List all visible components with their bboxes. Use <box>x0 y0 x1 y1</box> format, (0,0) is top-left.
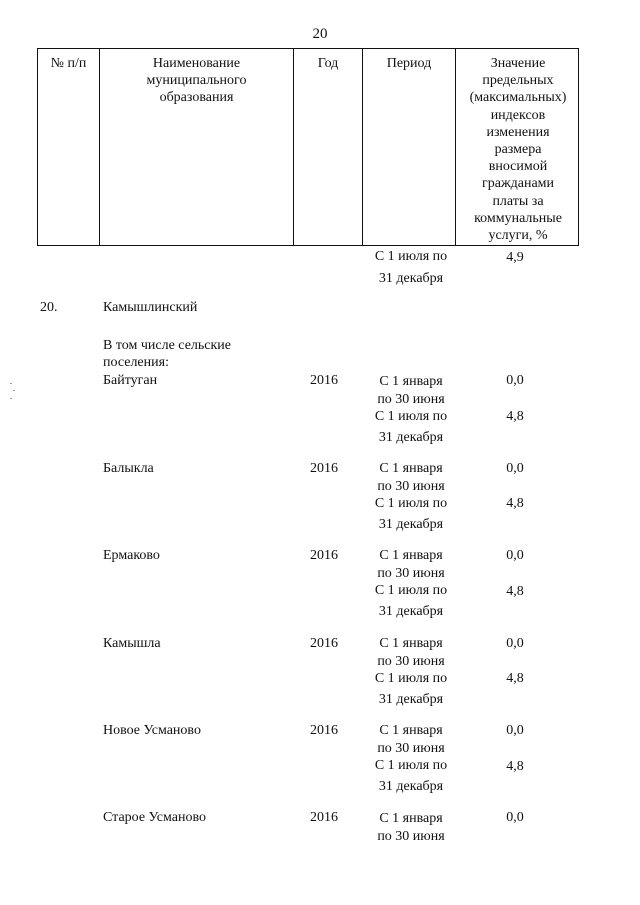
period-line: по 30 июня <box>377 478 445 494</box>
period-line: по 30 июня <box>377 391 445 407</box>
header-year: Год <box>317 56 339 71</box>
period-line: С 1 января <box>379 548 443 563</box>
period-line: 31 декабря <box>378 516 444 532</box>
period-line: С 1 января <box>379 811 443 826</box>
value-cell: 4,8 <box>506 671 524 686</box>
period-line: по 30 июня <box>377 740 445 756</box>
period-line: 31 декабря <box>378 778 444 794</box>
period-line: по 30 июня <box>377 653 445 669</box>
period-cell <box>356 460 466 533</box>
period-cell <box>356 373 466 446</box>
settlement-name: Старое Усманово <box>103 810 206 825</box>
year-cell: 2016 <box>310 810 338 825</box>
header-period: Период <box>386 56 432 71</box>
year-cell: 2016 <box>310 373 338 388</box>
section-subtitle <box>103 337 231 371</box>
value-cell: 4,8 <box>506 496 524 511</box>
settlement-name: Байтуган <box>103 373 158 388</box>
page-number: 20 <box>312 26 328 42</box>
period-line: С 1 января <box>379 461 443 476</box>
period-cell <box>356 547 466 620</box>
value-cell: 0,0 <box>506 548 524 563</box>
period-line: по 30 июня <box>377 565 445 581</box>
period-line: С 1 июля по <box>374 249 448 264</box>
settlement-name: Балыкла <box>103 461 154 476</box>
header-name: Наименование муниципального образования <box>146 56 247 106</box>
period-line: 31 декабря <box>378 691 444 707</box>
header-number: № п/п <box>50 56 87 71</box>
period-line: С 1 января <box>379 374 443 389</box>
period-line: С 1 июля по <box>374 758 448 773</box>
value-cell: 0,0 <box>506 461 524 476</box>
period-line: 31 декабря <box>378 603 444 619</box>
header-value: Значение предельных (максимальных) индексов изменения размера вносимой гражданами платы за коммунальные услуги, % <box>469 56 567 244</box>
period-cell <box>356 248 466 287</box>
period-line: 31 декабря <box>378 270 444 286</box>
scan-mark <box>13 390 15 391</box>
period-cell <box>356 722 466 795</box>
value-cell: 4,8 <box>506 759 524 774</box>
period-line: С 1 января <box>379 723 443 738</box>
value-cell: 0,0 <box>506 636 524 651</box>
subtitle-line: поселения: <box>103 355 169 370</box>
column-divider <box>293 49 294 245</box>
period-cell <box>356 635 466 708</box>
value-cell: 4,9 <box>506 250 524 265</box>
settlement-name: Новое Усманово <box>103 723 201 738</box>
value-cell: 0,0 <box>506 373 524 388</box>
scan-mark <box>10 398 12 399</box>
period-line: 31 декабря <box>378 429 444 445</box>
value-cell: 4,8 <box>506 584 524 599</box>
section-number: 20. <box>40 300 58 315</box>
table-header <box>37 48 579 246</box>
column-divider <box>362 49 363 245</box>
period-cell <box>356 810 466 845</box>
year-cell: 2016 <box>310 461 338 476</box>
year-cell: 2016 <box>310 636 338 651</box>
period-line: С 1 июля по <box>374 496 448 511</box>
section-name: Камышлинский <box>103 300 198 315</box>
period-line: С 1 июля по <box>374 583 448 598</box>
value-cell: 4,8 <box>506 409 524 424</box>
value-cell: 0,0 <box>506 723 524 738</box>
settlement-name: Камышла <box>103 636 161 651</box>
year-cell: 2016 <box>310 723 338 738</box>
period-line: по 30 июня <box>377 828 445 844</box>
value-cell: 0,0 <box>506 810 524 825</box>
scan-mark <box>10 383 12 384</box>
period-line: С 1 января <box>379 636 443 651</box>
subtitle-line: В том числе сельские <box>103 338 232 353</box>
period-line: С 1 июля по <box>374 671 448 686</box>
year-cell: 2016 <box>310 548 338 563</box>
period-line: С 1 июля по <box>374 409 448 424</box>
settlement-name: Ермаково <box>103 548 160 563</box>
